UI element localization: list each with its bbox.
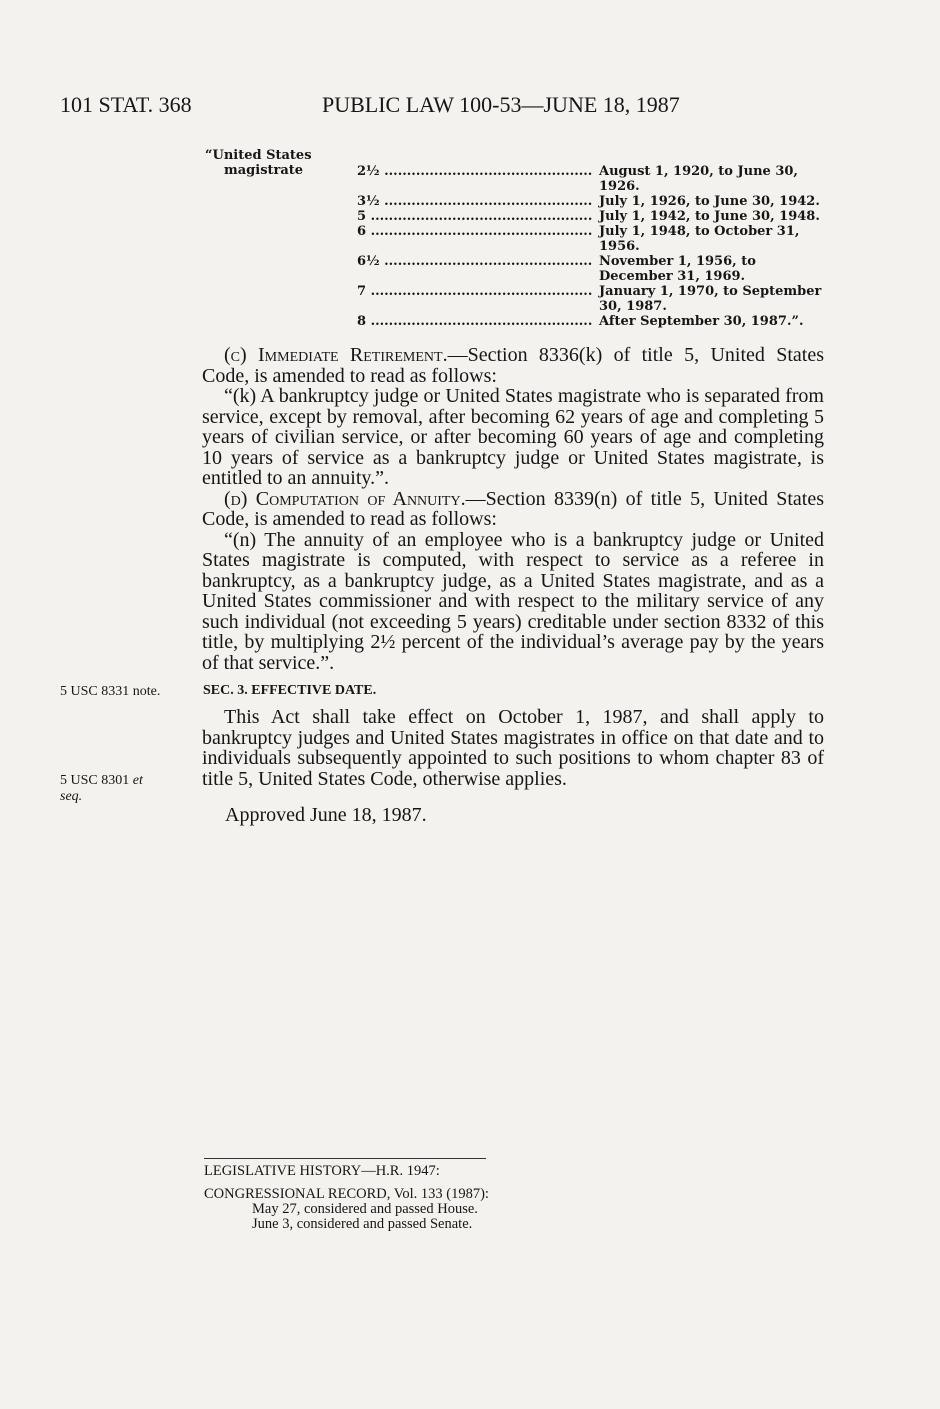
section-d-text: —Section 8339(n) of title 5, United States Code, is amended to read as follows: <box>202 487 825 530</box>
section-c-heading: (c) Immediate Retirement. <box>224 344 448 366</box>
rate-row <box>357 314 825 329</box>
margin-note-8301-main: 5 USC 8301 <box>60 773 130 788</box>
section-3-heading: SEC. 3. EFFECTIVE DATE. <box>203 683 377 698</box>
law-title-header: PUBLIC LAW 100-53—JUNE 18, 1987 <box>322 92 680 117</box>
history-record: CONGRESSIONAL RECORD, Vol. 133 (1987): <box>204 1186 489 1202</box>
rate-period: November 1, 1956, to December 31, 1969. <box>599 254 756 284</box>
history-divider <box>204 1158 486 1159</box>
section-c-block <box>202 345 824 673</box>
section-d-heading: (d) Computation of Annuity. <box>224 487 466 510</box>
rate-row <box>357 209 825 224</box>
section-3-block <box>202 707 824 789</box>
rate-row <box>357 284 825 314</box>
rate-period: January 1, 1970, to September 30, 1987. <box>599 284 822 314</box>
margin-note-8301 <box>60 773 143 805</box>
rate-percent: 7 ..... <box>357 284 593 299</box>
rate-period: After September 30, 1987.”. <box>599 314 804 329</box>
page-number-header: 101 STAT. 368 <box>60 92 192 117</box>
history-title: LEGISLATIVE HISTORY—H.R. 1947: <box>204 1163 440 1179</box>
subsection-k-text: “(k) A bankruptcy judge or United States magistrate who is separated from service, except by removal, after becoming 62 years of age and completing 5 years of civilian service, or after becoming 60 years of age and completing 10 years of service as a bankruptcy judge or United States magistrate, is entitled to an annuity.”. <box>202 385 824 489</box>
section-3-text: This Act shall take effect on October 1, 1987, and shall apply to bankruptcy judges and United States magistrates in office on that date and to individuals subsequently appointed to such positions to whom chapter 83 of title 5, United States Code, otherwise applies. <box>202 706 824 790</box>
rate-percent: 2½ ..... <box>357 164 593 179</box>
rate-table-title-line2: magistrate <box>224 163 304 178</box>
rate-table-rows <box>357 164 825 329</box>
rate-table-title-line1: “United States <box>205 148 312 163</box>
rate-row <box>357 254 825 284</box>
rate-row <box>357 224 825 254</box>
rate-percent: 6 ..... <box>357 224 593 239</box>
history-line-1: May 27, considered and passed House. <box>252 1201 478 1217</box>
rate-period: July 1, 1926, to June 30, 1942. <box>599 194 820 209</box>
rate-period: July 1, 1942, to June 30, 1948. <box>599 209 820 224</box>
rate-period: July 1, 1948, to October 31, 1956. <box>599 224 800 254</box>
section-c-paragraph <box>202 345 824 386</box>
rate-row <box>357 194 825 209</box>
section-d-paragraph <box>202 489 824 530</box>
approval-date: Approved June 18, 1987. <box>225 804 427 826</box>
rate-percent: 5 ..... <box>357 209 593 224</box>
rate-row <box>357 164 825 194</box>
rate-period: August 1, 1920, to June 30, 1926. <box>599 164 798 194</box>
legislative-history <box>204 1164 489 1232</box>
margin-note-8331: 5 USC 8331 note. <box>60 684 161 699</box>
rate-percent: 8 ..... <box>357 314 593 329</box>
margin-note-8301-et: et <box>132 773 143 788</box>
section-c-text: —Section 8336(k) of title 5, United States Code, is amended to read as follows: <box>202 344 825 387</box>
subsection-n-text: “(n) The annuity of an employee who is a bankruptcy judge or United States magistrate is computed, with respect to service as a referee in bankruptcy, as a bankruptcy judge, as a United States magistrate, and as a United States commissioner and with respect to the military service of any such individual (not exceeding 5 years) creditable under section 8332 of this title, by multiplying 2½ percent of the individual’s average pay by the years of that service.”. <box>202 528 824 674</box>
rate-percent: 6½ ..... <box>357 254 593 269</box>
margin-note-8301-seq: seq. <box>60 789 83 804</box>
rate-percent: 3½ ..... <box>357 194 593 209</box>
rate-table-title <box>205 148 325 178</box>
history-line-2: June 3, considered and passed Senate. <box>252 1216 473 1232</box>
